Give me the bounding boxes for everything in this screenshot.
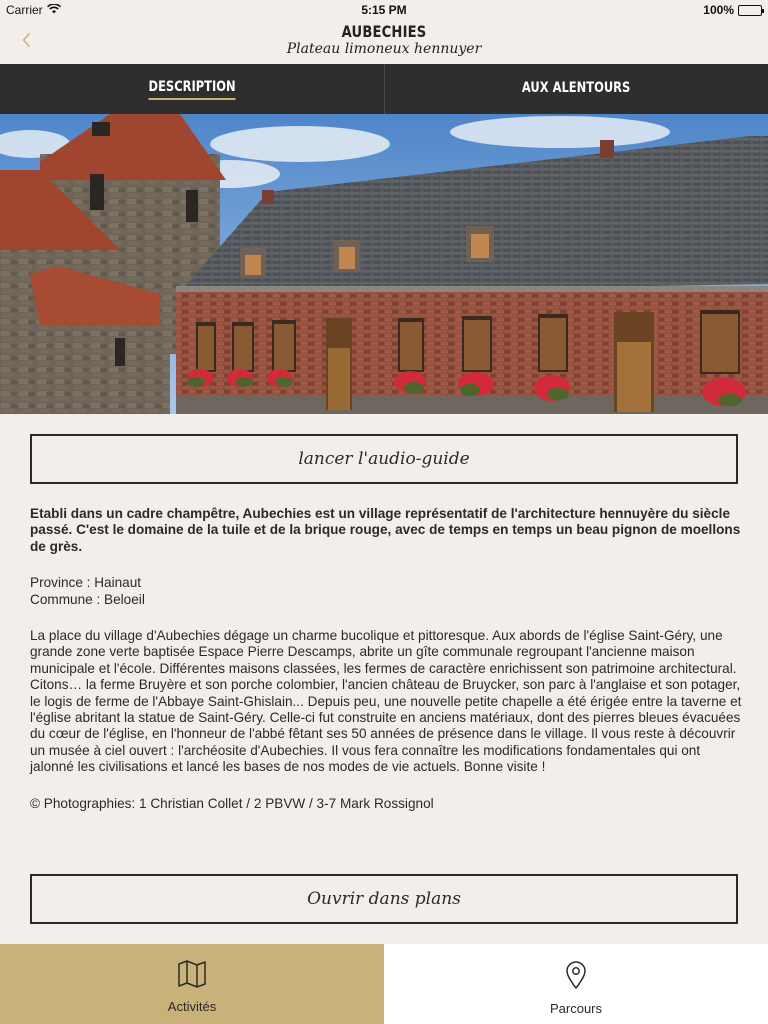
tab-aux-alentours[interactable] (384, 64, 768, 114)
tab-description[interactable] (0, 64, 384, 114)
description-content (30, 506, 742, 812)
status-bar (0, 0, 768, 20)
province-text: Province : Hainaut (30, 575, 142, 591)
bottom-tab-parcours[interactable] (384, 944, 768, 1024)
status-time: 5:15 PM (361, 3, 407, 17)
audio-guide-button[interactable]: lancer l'audio-guide (30, 434, 738, 484)
open-in-plans-button[interactable]: Ouvrir dans plans (30, 874, 738, 924)
tab-aux-alentours-label: AUX ALENTOURS (522, 79, 631, 96)
battery-percent: 100% (703, 3, 734, 17)
bottom-tab-activites-label: Activités (167, 999, 217, 1014)
bottom-tab-parcours-label: Parcours (549, 1001, 603, 1016)
battery-info (703, 3, 762, 17)
tab-description-label: DESCRIPTION (148, 79, 235, 100)
intro-text: Etabli dans un cadre champêtre, Aubechies est un village représentatif de l'architecture hennuyère du siècle passé. C'est le domaine de la tuile et de la brique rouge, avec de temps en temps un beau pignon de moellons de grès. (30, 506, 741, 554)
bottom-tab-activites[interactable] (0, 944, 384, 1024)
bottom-tab-bar (0, 944, 768, 1024)
hero-photo[interactable] (0, 114, 768, 414)
page-title: AUBECHIES (341, 22, 427, 41)
carrier-label: Carrier (6, 3, 43, 17)
body-text: La place du village d'Aubechies dégage un charme bucolique et pittoresque. Aux abords de l'église Saint-Géry, une grande zone verte baptisée Espace Pierre Descamps, abrite un gîte communale regroupant l'ancienne maison municipale et l'école. Différentes maisons classées, les fermes de caractère enrichissent son patrimoine architectural. Citons… la ferme Bruyère et son porche colombier, l'ancien château de Bruycker, son parc à l'anglaise et son potager, le logis de ferme de l'Abbaye Saint-Ghislain... Depuis peu, une nouvelle petite chapelle a été érigée entre la taverne et l'église abritant la statue de Saint-Géry. Celle-ci fut construite en anciens matériaux, dont des pierres bleues évacuées du cœur de l'église, en l'honneur de l'abbé fêtant ses 50 années de présence dans le village. Il vous reste à découvrir un musée à ciel ouvert : l'archéosite d'Aubechies. Il vous fera connaître les modifications fondamentales qui ont jalonné les civilisations et lancé les bases de nos modes de vie actuels. Bonne visite ! (30, 628, 742, 775)
location-meta (30, 575, 742, 608)
page-subtitle: Plateau limoneux hennuyer (286, 41, 482, 57)
location-pin-icon (564, 960, 588, 995)
navigation-bar (0, 20, 768, 64)
commune-text: Commune : Beloeil (30, 591, 145, 607)
segment-tabs (0, 64, 768, 114)
battery-icon (738, 5, 762, 16)
map-icon (177, 960, 207, 993)
photo-credits: © Photographies: 1 Christian Collet / 2 PBVW / 3-7 Mark Rossignol (30, 795, 434, 811)
